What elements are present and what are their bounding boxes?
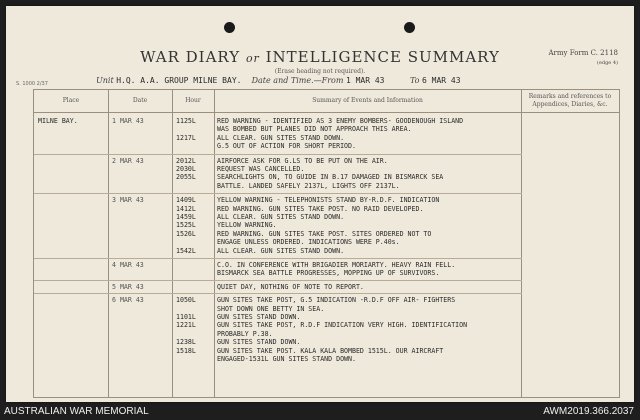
- print-code: S. 1000 2/37: [16, 81, 48, 87]
- title-or: or: [245, 52, 260, 65]
- date-from-label: Date and Time.—From: [251, 76, 344, 85]
- entry-date: 1 MAR 43: [112, 117, 144, 125]
- column-divider: [108, 90, 109, 397]
- entry-summary: SEARCHLIGHTS ON, TO GUIDE IN B.17 DAMAGED IN BISMARCK SEA: [217, 173, 444, 182]
- entry-summary: RED WARNING. GUN SITES TAKE POST. SITES ORDERED NOT TO: [217, 229, 432, 238]
- army-form-sub: (edge 4): [597, 60, 618, 66]
- entry-summary: PROBABLY P.38.: [217, 329, 273, 338]
- form-subtitle: (Erase heading not required).: [274, 68, 366, 75]
- unit-label: Unit: [96, 76, 114, 85]
- entry-hour: 1217L: [176, 133, 196, 142]
- entry-date: 4 MAR 43: [112, 261, 144, 269]
- entry-hour: 1238L: [176, 338, 196, 347]
- header-date: Date: [132, 97, 148, 104]
- punch-hole: [224, 22, 235, 33]
- entry-summary: GUN SITES STAND DOWN.: [217, 313, 301, 321]
- unit-value: H.Q. A.A. GROUP MILNE BAY.: [116, 76, 242, 85]
- title-intelligence-summary: INTELLIGENCE SUMMARY: [265, 48, 500, 66]
- entry-hour: 1409L: [176, 196, 196, 205]
- entry-summary: YELLOW WARNING - TELEPHONISTS STAND BY-R.D.F. INDICATION: [217, 196, 440, 205]
- header-hour: Hour: [185, 97, 201, 104]
- entry-summary: AIRFORCE ASK FOR G.LS TO BE PUT ON THE AIR.: [217, 156, 388, 165]
- entry-summary: SHOT DOWN ONE BETTY IN SEA.: [217, 304, 325, 313]
- entry-hour: 2030L: [176, 165, 196, 173]
- army-form-label: Army Form C. 2118: [548, 49, 618, 57]
- day-divider: [34, 280, 522, 281]
- header-divider: [34, 112, 619, 113]
- diary-table: [33, 89, 620, 398]
- entry-hour: 1542L: [176, 246, 196, 255]
- entry-summary: RED WARNING - IDENTIFIED AS 3 ENEMY BOMBERS- GOODENOUGH ISLAND: [217, 117, 464, 125]
- entry-summary: BATTLE. LANDED SAFELY 2137L, LIGHTS OFF 2137L.: [217, 181, 400, 190]
- day-divider: [34, 258, 522, 259]
- entry-hour: 1525L: [176, 221, 196, 230]
- entry-summary: ENGAGE UNLESS ORDERED. INDICATIONS WERE P.40s.: [217, 238, 400, 247]
- entry-hour: 1412L: [176, 204, 196, 213]
- entry-hour: 2012L: [176, 156, 196, 165]
- entry-date: 3 MAR 43: [112, 196, 144, 205]
- entry-summary: GUN SITES TAKE POST. KALA KALA BOMBED 1515L. OUR AIRCRAFT: [217, 346, 444, 355]
- entry-hour: 1518L: [176, 346, 196, 355]
- entry-hour: 2055L: [176, 173, 196, 182]
- entry-date: 2 MAR 43: [112, 156, 144, 165]
- entry-hour: 1221L: [176, 321, 196, 330]
- header-remarks: Remarks and references to Appendices, Diaries, &c.: [528, 93, 612, 108]
- entry-date: 6 MAR 43: [112, 296, 144, 305]
- entry-summary: ENGAGED-1531L GUN SITES STAND DOWN.: [217, 355, 356, 363]
- date-to-label: To: [409, 76, 420, 85]
- entry-date: 5 MAR 43: [112, 282, 144, 291]
- entry-summary: REQUEST WAS CANCELLED.: [217, 165, 305, 173]
- entry-hour: 1526L: [176, 229, 196, 238]
- entry-summary: ALL CLEAR. GUN SITES STAND DOWN.: [217, 213, 345, 221]
- army-form-number: [549, 48, 619, 68]
- entry-summary: C.O. IN CONFERENCE WITH BRIGADIER MORIARTY. HEAVY RAIN FELL.: [217, 261, 456, 269]
- entry-summary: G.5 OUT OF ACTION FOR SHORT PERIOD.: [217, 142, 356, 151]
- entry-summary: BISMARCK SEA BATTLE PROGRESSES, MOPPING UP OF SURVIVORS.: [217, 269, 440, 278]
- column-divider: [172, 90, 173, 397]
- column-divider: [521, 90, 522, 397]
- entry-summary: YELLOW WARNING.: [217, 221, 277, 230]
- entry-hour: 1125L: [176, 117, 196, 125]
- entry-summary: QUIET DAY, NOTHING OF NOTE TO REPORT.: [217, 282, 364, 291]
- date-to-value: 6 MAR 43: [422, 76, 461, 85]
- entry-hour: 1050L: [176, 296, 196, 305]
- entry-summary: GUN SITES TAKE POST, G.5 INDICATION -R.D.F OFF AIR- FIGHTERS: [217, 296, 456, 305]
- header-summary: Summary of Events and Information: [312, 97, 423, 104]
- title-war-diary: WAR DIARY: [140, 48, 241, 66]
- header-place: Place: [62, 97, 80, 104]
- war-diary-sheet: [6, 6, 634, 402]
- entry-summary: RED WARNING. GUN SITES TAKE POST. NO RAID DEVELOPED.: [217, 204, 424, 213]
- date-from-value: 1 MAR 43: [345, 76, 385, 85]
- day-divider: [34, 293, 522, 294]
- entry-place: MILNE BAY.: [38, 117, 78, 125]
- punch-hole: [404, 22, 415, 33]
- entry-hour: 1101L: [176, 313, 196, 321]
- entry-summary: GUN SITES STAND DOWN.: [217, 338, 301, 347]
- day-divider: [34, 193, 522, 194]
- entry-hour: 1459L: [176, 213, 196, 221]
- entry-summary: ALL CLEAR. GUN SITES STAND DOWN.: [217, 133, 345, 142]
- unit-line: [96, 76, 461, 85]
- entry-summary: WAS BOMBED BUT PLANES DID NOT APPROACH THIS AREA.: [217, 125, 412, 134]
- form-title: [6, 48, 634, 66]
- footer-institution: AUSTRALIAN WAR MEMORIAL: [4, 406, 149, 417]
- footer-accession: AWM2019.366.2037: [543, 406, 634, 417]
- entry-summary: GUN SITES TAKE POST, R.D.F INDICATION VERY HIGH. IDENTIFICATION: [217, 321, 468, 330]
- column-divider: [214, 90, 215, 397]
- entry-summary: ALL CLEAR. GUN SITES STAND DOWN.: [217, 246, 345, 255]
- day-divider: [34, 154, 522, 155]
